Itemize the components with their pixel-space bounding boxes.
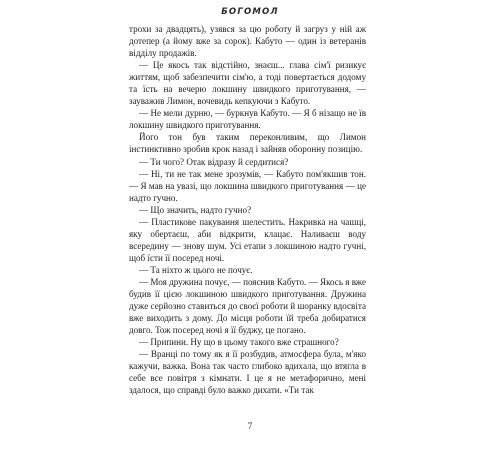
page-number: 7 bbox=[247, 421, 253, 431]
paragraph: — Не мели дурню, — буркнув Кабуто. — Я б нізащо не їв локшину швидкого приготування. bbox=[129, 108, 366, 131]
paragraph: — Пластикове пакування шелестить. Накривка на чашці, яку обертаєш, аби відкрити, клацає. Наливаєш воду всередину — знову шум. Усі етапи з локшиною надто гучні, щоб їсти її посеред ночі. bbox=[129, 216, 366, 263]
paragraph-continuation: трохи за двадцять), узявся за цю роботу й загруз у ній аж дотепер (а йому вже за сорок). Кабуто — один із ветеранів відділу продажів. bbox=[129, 24, 366, 59]
running-title: БОГОМОЛ bbox=[221, 7, 279, 17]
paragraph: — Ти чого? Отак відразу й сердитися? bbox=[139, 156, 289, 167]
body-text bbox=[129, 23, 366, 396]
paragraph: — Що значить, надто гучно? bbox=[139, 204, 252, 215]
paragraph: — Вранці по тому як я її розбудив, атмосфера була, м'яко кажучи, важка. Вона так часто глибоко вдихала, що втягла в себе все повітря з кімнати. І це я не метафорично, мені здалося, що справді було важко дихати. «Ти так bbox=[129, 349, 366, 396]
paragraph: Його тон був таким переконливим, що Лимон інстинктивно зробив крок назад і зайняв оборонну позицію. bbox=[129, 132, 366, 155]
paragraph: — Моя дружина почує, — пояснив Кабуто. — Якось я вже будив її цією локшиною швидкого приготування. Дружина дуже серйозно ставиться до своєї роботи й шоранку вдосвіта вже виходить з дому. До місця роботи їй треба добиратися довго. Тож посеред ночі я її буджу, це погано. bbox=[129, 276, 366, 336]
paragraph: — Та ніхто ж цього не почує. bbox=[139, 264, 253, 275]
paragraph: — Припини. Ну що в цьому такого вже страшного? bbox=[139, 337, 339, 348]
paragraph: — Це якось так відстійно, знаєш... глава сім'ї ризикує життям, щоб забезпечити сім'ю, а тоді повертається додому та їсть на вечерю локшину швидкого приготування, — зауважив Лимон, вочевидь кепкуючи з Кабуто. bbox=[129, 60, 366, 107]
paragraph: — Ні, ти не так мене зрозумів, — Кабуто пом'якшив тон. — Я мав на увазі, що локшина швидкого приготування — це надто гучно. bbox=[129, 168, 366, 203]
